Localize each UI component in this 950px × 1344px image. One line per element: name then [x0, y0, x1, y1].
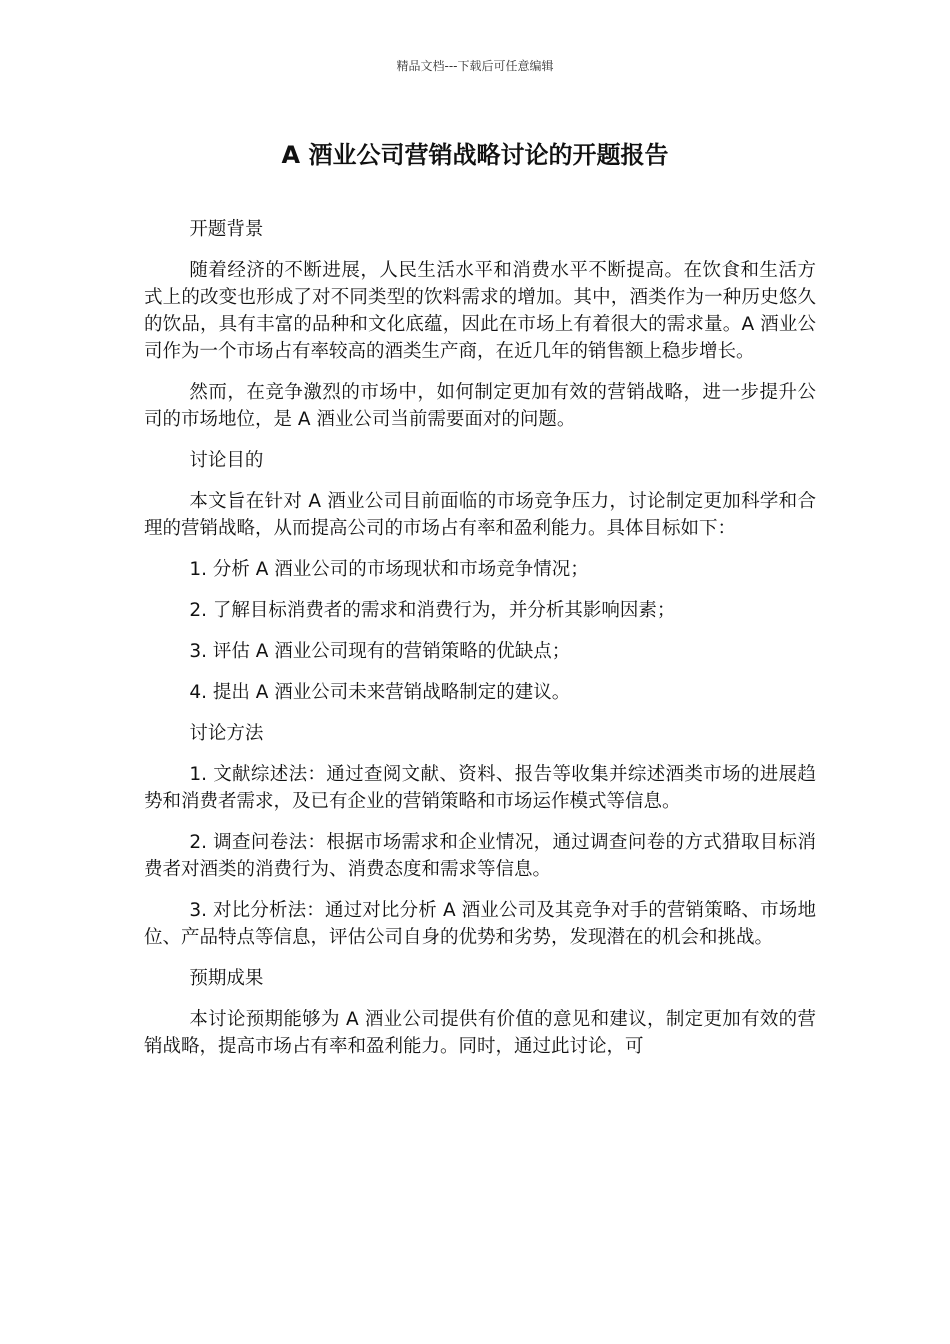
paragraph: 然而，在竞争激烈的市场中，如何制定更加有效的营销战略，进一步提升公司的市场地位，是 A 酒业公司当前需要面对的问题。	[144, 382, 816, 430]
list-item: 3. 对比分析法：通过对比分析 A 酒业公司及其竞争对手的营销策略、市场地位、产品特点等信息，评估公司自身的优势和劣势，发现潜在的机会和挑战。	[144, 900, 816, 948]
paragraph: 本讨论预期能够为 A 酒业公司提供有价值的意见和建议，制定更加有效的营销战略，提高市场占有率和盈利能力。同时，通过此讨论，可	[144, 1009, 816, 1057]
list-item: 4. 提出 A 酒业公司未来营销战略制定的建议。	[189, 682, 571, 703]
document-body	[144, 216, 816, 1074]
paragraph: 随着经济的不断进展，人民生活水平和消费水平不断提高。在饮食和生活方式上的改变也形成了对不同类型的饮料需求的增加。其中，酒类作为一种历史悠久的饮品，具有丰富的品种和文化底蕴，因此在市场上有着很大的需求量。A 酒业公司作为一个市场占有率较高的酒类生产商，在近几年的销售额上稳步增长。	[144, 260, 816, 362]
document-title: A 酒业公司营销战略讨论的开题报告	[281, 141, 669, 169]
list-item: 1. 文献综述法：通过查阅文献、资料、报告等收集并综述酒类市场的进展趋势和消费者需求，及已有企业的营销策略和市场运作模式等信息。	[144, 764, 816, 812]
paragraph: 本文旨在针对 A 酒业公司目前面临的市场竞争压力，讨论制定更加科学和合理的营销战略，从而提高公司的市场占有率和盈利能力。具体目标如下：	[144, 491, 816, 539]
section-heading-background: 开题背景	[189, 219, 264, 240]
section-heading-purpose: 讨论目的	[189, 450, 264, 471]
header-note: 精品文档---下载后可任意编辑	[396, 59, 554, 73]
section-heading-method: 讨论方法	[189, 723, 264, 744]
list-item: 2. 了解目标消费者的需求和消费行为，并分析其影响因素；	[189, 600, 676, 621]
list-item: 3. 评估 A 酒业公司现有的营销策略的优缺点；	[189, 641, 571, 662]
section-heading-results: 预期成果	[189, 968, 264, 989]
list-item: 2. 调查问卷法：根据市场需求和企业情况，通过调查问卷的方式猎取目标消费者对酒类的消费行为、消费态度和需求等信息。	[144, 832, 816, 880]
list-item: 1. 分析 A 酒业公司的市场现状和市场竞争情况；	[189, 559, 589, 580]
